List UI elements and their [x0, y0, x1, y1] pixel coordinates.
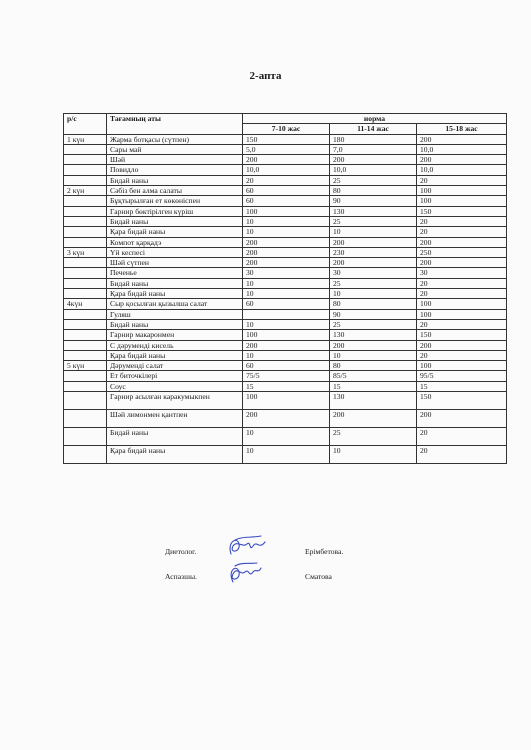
- norm-11-14-cell: 180: [330, 134, 417, 144]
- cook-signature: [223, 560, 265, 586]
- norm-11-14-cell: 80: [330, 299, 417, 309]
- dish-name-cell: Шәй лимонмен қантпен: [107, 410, 243, 428]
- norm-7-10-cell: 60: [243, 196, 330, 206]
- norm-11-14-cell: 130: [330, 330, 417, 340]
- norm-11-14-cell: 10: [330, 227, 417, 237]
- norm-7-10-cell: 100: [243, 392, 330, 410]
- norm-15-18-cell: 200: [417, 410, 507, 428]
- day-cell: 4күн: [64, 299, 107, 309]
- table-row: [64, 247, 507, 257]
- dish-name-cell: С дәруменді кисель: [107, 340, 243, 350]
- norm-11-14-cell: 230: [330, 247, 417, 257]
- norm-7-10-cell: 15: [243, 381, 330, 391]
- day-cell: 3 күн: [64, 247, 107, 257]
- dish-name-cell: Бидай наны: [107, 428, 243, 446]
- norm-15-18-cell: 200: [417, 155, 507, 165]
- col-header-age-7-10: 7-10 жас: [243, 124, 330, 134]
- dish-name-cell: Гарнир макаронмен: [107, 330, 243, 340]
- day-cell: [64, 227, 107, 237]
- dish-name-cell: Шәй: [107, 155, 243, 165]
- norm-11-14-cell: 10,0: [330, 165, 417, 175]
- dish-name-cell: Бидай наны: [107, 278, 243, 288]
- day-cell: [64, 206, 107, 216]
- norm-11-14-cell: 80: [330, 186, 417, 196]
- norm-7-10-cell: 60: [243, 186, 330, 196]
- page-title: 2-апта: [249, 70, 282, 82]
- table-row: [64, 392, 507, 410]
- norm-7-10-cell: 10,0: [243, 165, 330, 175]
- table-row: [64, 196, 507, 206]
- table-row: [64, 309, 507, 319]
- norm-7-10-cell: 10: [243, 446, 330, 464]
- norm-15-18-cell: 200: [417, 258, 507, 268]
- norm-7-10-cell: 200: [243, 410, 330, 428]
- day-cell: [64, 309, 107, 319]
- norm-7-10-cell: 20: [243, 175, 330, 185]
- dish-name-cell: Бидай наны: [107, 175, 243, 185]
- norm-15-18-cell: 20: [417, 278, 507, 288]
- dish-name-cell: Сары май: [107, 144, 243, 154]
- day-cell: 1 күн: [64, 134, 107, 144]
- table-row: [64, 237, 507, 247]
- norm-11-14-cell: 200: [330, 340, 417, 350]
- norm-11-14-cell: 200: [330, 258, 417, 268]
- cook-name: Сматова: [305, 572, 332, 581]
- norm-15-18-cell: 10,0: [417, 144, 507, 154]
- table-row: [64, 155, 507, 165]
- norm-15-18-cell: 20: [417, 319, 507, 329]
- norm-15-18-cell: 150: [417, 330, 507, 340]
- norm-15-18-cell: 150: [417, 206, 507, 216]
- dish-name-cell: Бидай наны: [107, 319, 243, 329]
- dish-name-cell: Жарма ботқасы (сүтпен): [107, 134, 243, 144]
- col-header-number: р/с: [64, 114, 107, 135]
- norm-15-18-cell: 200: [417, 237, 507, 247]
- dish-name-cell: Қара бидай наны: [107, 289, 243, 299]
- table-row: [64, 299, 507, 309]
- norm-11-14-cell: 90: [330, 309, 417, 319]
- norm-15-18-cell: 100: [417, 186, 507, 196]
- day-cell: [64, 278, 107, 288]
- day-cell: [64, 216, 107, 226]
- day-cell: [64, 237, 107, 247]
- dish-name-cell: Шәй сүтпен: [107, 258, 243, 268]
- day-cell: [64, 428, 107, 446]
- norm-11-14-cell: 200: [330, 237, 417, 247]
- day-cell: [64, 330, 107, 340]
- norm-11-14-cell: 15: [330, 381, 417, 391]
- dish-name-cell: Ет биточкілері: [107, 371, 243, 381]
- day-cell: [64, 392, 107, 410]
- norm-7-10-cell: 10: [243, 428, 330, 446]
- table-row: [64, 350, 507, 360]
- norm-7-10-cell: [243, 309, 330, 319]
- norm-15-18-cell: 100: [417, 361, 507, 371]
- col-header-dish-name: Тағамның аты: [107, 114, 243, 135]
- norm-7-10-cell: 10: [243, 227, 330, 237]
- norm-11-14-cell: 25: [330, 428, 417, 446]
- day-cell: 5 күн: [64, 361, 107, 371]
- day-cell: [64, 175, 107, 185]
- table-row: [64, 144, 507, 154]
- norm-15-18-cell: 10,0: [417, 165, 507, 175]
- table-row: [64, 340, 507, 350]
- dish-name-cell: Үй кеспесі: [107, 247, 243, 257]
- table-row: [64, 361, 507, 371]
- norm-7-10-cell: 5,0: [243, 144, 330, 154]
- norm-15-18-cell: 100: [417, 309, 507, 319]
- table-row: [64, 258, 507, 268]
- table-row: [64, 446, 507, 464]
- norm-11-14-cell: 7,0: [330, 144, 417, 154]
- table-row: [64, 319, 507, 329]
- norm-15-18-cell: 20: [417, 216, 507, 226]
- norm-15-18-cell: 95/5: [417, 371, 507, 381]
- dietitian-label: Диетолог.: [165, 547, 197, 556]
- dish-name-cell: Қара бидай наны: [107, 446, 243, 464]
- day-cell: [64, 258, 107, 268]
- norm-7-10-cell: 200: [243, 340, 330, 350]
- norm-15-18-cell: 20: [417, 227, 507, 237]
- norm-7-10-cell: 10: [243, 278, 330, 288]
- table-row: [64, 268, 507, 278]
- table-row: [64, 428, 507, 446]
- dish-name-cell: Повидло: [107, 165, 243, 175]
- norm-15-18-cell: 20: [417, 175, 507, 185]
- table-row: [64, 227, 507, 237]
- norm-7-10-cell: 200: [243, 258, 330, 268]
- norm-7-10-cell: 10: [243, 319, 330, 329]
- table-row: [64, 278, 507, 288]
- norm-11-14-cell: 80: [330, 361, 417, 371]
- dish-name-cell: Сыр қосылған қызылша салат: [107, 299, 243, 309]
- norm-7-10-cell: 10: [243, 216, 330, 226]
- norm-11-14-cell: 25: [330, 278, 417, 288]
- day-cell: [64, 144, 107, 154]
- dish-name-cell: Дәруменді салат: [107, 361, 243, 371]
- norm-11-14-cell: 130: [330, 392, 417, 410]
- table-row: [64, 206, 507, 216]
- norm-11-14-cell: 130: [330, 206, 417, 216]
- day-cell: [64, 381, 107, 391]
- norm-7-10-cell: 200: [243, 247, 330, 257]
- menu-table: [63, 113, 507, 464]
- norm-15-18-cell: 200: [417, 340, 507, 350]
- norm-11-14-cell: 200: [330, 410, 417, 428]
- norm-15-18-cell: 20: [417, 289, 507, 299]
- dish-name-cell: Сәбіз бен алма салаты: [107, 186, 243, 196]
- day-cell: [64, 268, 107, 278]
- norm-11-14-cell: 200: [330, 155, 417, 165]
- norm-15-18-cell: 250: [417, 247, 507, 257]
- dish-name-cell: Бұқтырылған ет көкөніспен: [107, 196, 243, 206]
- norm-15-18-cell: 100: [417, 299, 507, 309]
- dish-name-cell: Соус: [107, 381, 243, 391]
- dietitian-signature: [221, 534, 271, 560]
- day-cell: 2 күн: [64, 186, 107, 196]
- norm-15-18-cell: 150: [417, 392, 507, 410]
- norm-15-18-cell: 20: [417, 350, 507, 360]
- norm-15-18-cell: 30: [417, 268, 507, 278]
- table-row: [64, 186, 507, 196]
- norm-7-10-cell: 10: [243, 289, 330, 299]
- table-row: [64, 381, 507, 391]
- norm-15-18-cell: 20: [417, 428, 507, 446]
- table-row: [64, 330, 507, 340]
- norm-7-10-cell: 100: [243, 206, 330, 216]
- norm-7-10-cell: 60: [243, 299, 330, 309]
- norm-11-14-cell: 25: [330, 175, 417, 185]
- day-cell: [64, 155, 107, 165]
- dietitian-name: Ерімбетова.: [305, 547, 344, 556]
- day-cell: [64, 289, 107, 299]
- norm-11-14-cell: 25: [330, 319, 417, 329]
- norm-11-14-cell: 25: [330, 216, 417, 226]
- table-row: [64, 134, 507, 144]
- norm-7-10-cell: 75/5: [243, 371, 330, 381]
- cook-label: Аспазшы.: [165, 572, 197, 581]
- norm-15-18-cell: 15: [417, 381, 507, 391]
- dish-name-cell: Қара бидай наны: [107, 350, 243, 360]
- norm-11-14-cell: 10: [330, 446, 417, 464]
- day-cell: [64, 446, 107, 464]
- col-header-norma: норма: [243, 114, 507, 124]
- day-cell: [64, 340, 107, 350]
- table-row: [64, 289, 507, 299]
- table-row: [64, 410, 507, 428]
- dish-name-cell: Қара бидай наны: [107, 227, 243, 237]
- table-row: [64, 165, 507, 175]
- norm-7-10-cell: 200: [243, 155, 330, 165]
- dish-name-cell: Гарнир бөктірілген күріш: [107, 206, 243, 216]
- dish-name-cell: Гуляш: [107, 309, 243, 319]
- norm-7-10-cell: 60: [243, 361, 330, 371]
- table-row: [64, 175, 507, 185]
- col-header-age-11-14: 11-14 жас: [330, 124, 417, 134]
- norm-7-10-cell: 100: [243, 330, 330, 340]
- col-header-age-15-18: 15-18 жас: [417, 124, 507, 134]
- norm-11-14-cell: 90: [330, 196, 417, 206]
- norm-7-10-cell: 10: [243, 350, 330, 360]
- dish-name-cell: Гарнир асылған каракумыкпен: [107, 392, 243, 410]
- norm-11-14-cell: 10: [330, 289, 417, 299]
- norm-7-10-cell: 200: [243, 237, 330, 247]
- day-cell: [64, 165, 107, 175]
- norm-7-10-cell: 30: [243, 268, 330, 278]
- day-cell: [64, 410, 107, 428]
- norm-11-14-cell: 10: [330, 350, 417, 360]
- norm-11-14-cell: 85/5: [330, 371, 417, 381]
- dish-name-cell: Печенье: [107, 268, 243, 278]
- day-cell: [64, 196, 107, 206]
- dish-name-cell: Бидай наны: [107, 216, 243, 226]
- day-cell: [64, 371, 107, 381]
- norm-15-18-cell: 200: [417, 134, 507, 144]
- norm-15-18-cell: 20: [417, 446, 507, 464]
- norm-11-14-cell: 30: [330, 268, 417, 278]
- dish-name-cell: Компот қарқадэ: [107, 237, 243, 247]
- day-cell: [64, 319, 107, 329]
- norm-15-18-cell: 100: [417, 196, 507, 206]
- table-row: [64, 216, 507, 226]
- norm-7-10-cell: 150: [243, 134, 330, 144]
- table-row: [64, 371, 507, 381]
- day-cell: [64, 350, 107, 360]
